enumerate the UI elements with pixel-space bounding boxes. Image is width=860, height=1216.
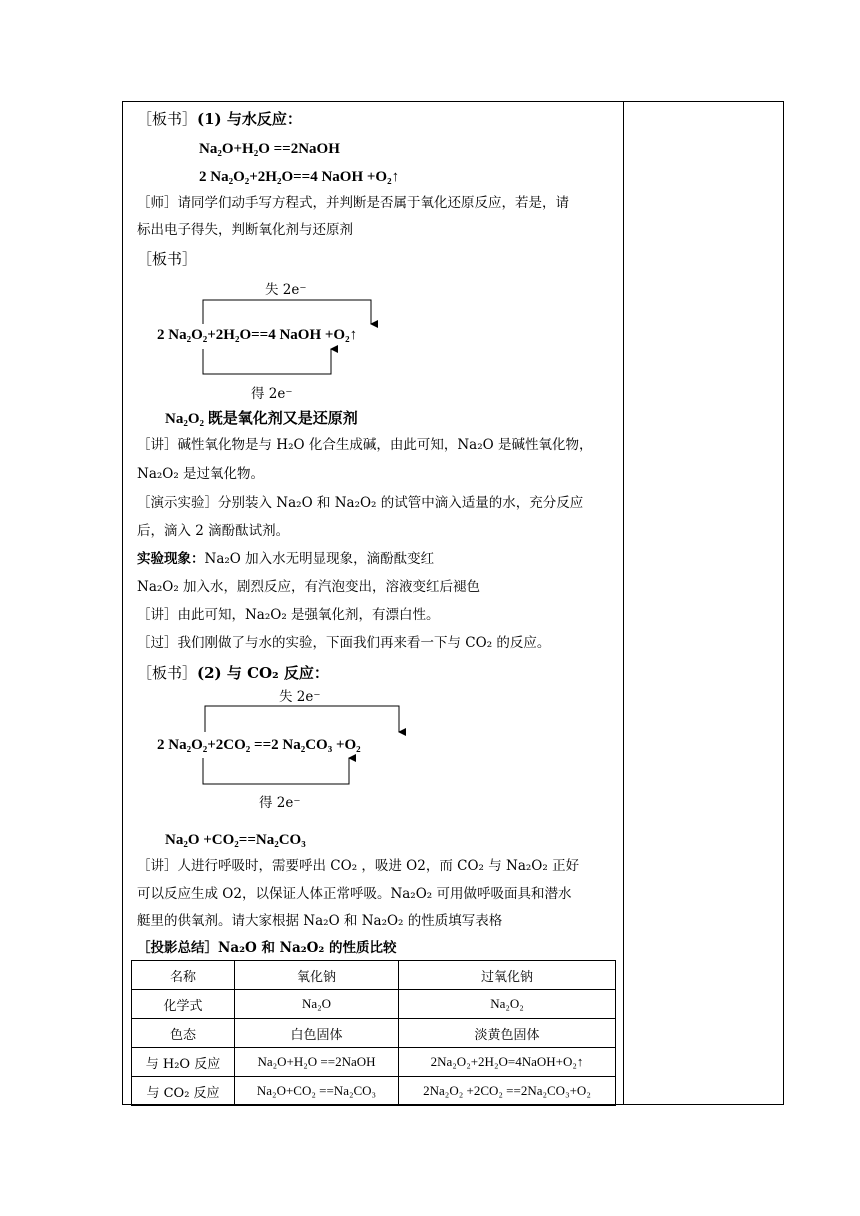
demo-line-cont: 后，滴入 2 滴酚酞试剂。: [137, 523, 290, 539]
board-title: (2) 与 CO₂ 反应：: [197, 664, 329, 682]
lesson-table-frame: [122, 101, 784, 1105]
equation-5: Na₂O +CO₂==Na₂CO₃: [165, 832, 306, 848]
table-cell: Na₂O+CO₂ ==Na₂CO₃: [235, 1077, 399, 1106]
table-cell: Na₂O: [235, 990, 399, 1019]
lecture-line-3-end: 艇里的供氧剂。请大家根据 Na₂O 和 Na₂O₂ 的性质填写表格: [137, 913, 503, 929]
table-cell: 氧化钠: [235, 961, 399, 990]
equation-1: Na₂O+H₂O ==2NaOH: [199, 141, 340, 157]
equation-3: 2 Na₂O₂+2H₂O==4 NaOH +O₂↑: [157, 327, 358, 343]
teacher-line: ［师］请同学们动手写方程式，并判断是否属于氧化还原反应，若是，请: [137, 195, 569, 211]
board-heading-3: [137, 664, 329, 682]
lecture-line-1-cont: Na₂O₂ 是过氧化物。: [137, 466, 265, 482]
lecture-line-2: ［讲］由此可知，Na₂O₂ 是强氧化剂，有漂白性。: [137, 607, 440, 623]
table-row: [132, 961, 616, 990]
phenomenon-tag: 实验现象：: [137, 551, 205, 567]
table-cell: 淡黄色固体: [399, 1019, 616, 1048]
table-row: [132, 990, 616, 1019]
table-cell: Na₂O+H₂O ==2NaOH: [235, 1048, 399, 1077]
equation-4: 2 Na₂O₂+2CO₂ ==2 Na₂CO₃ +O₂: [157, 737, 361, 753]
board-tag: ［板书］: [137, 664, 198, 682]
table-row: [132, 1077, 616, 1106]
column-divider: [623, 102, 624, 1104]
comparison-table: [131, 960, 616, 1106]
table-cell: 白色固体: [235, 1019, 399, 1048]
lecture-line-3: ［讲］人进行呼吸时，需要呼出 CO₂ ，吸进 O2，而 CO₂ 与 Na₂O₂ 正好: [137, 858, 580, 874]
lose-arrow-2: [205, 706, 399, 732]
transition-line: ［过］我们刚做了与水的实验，下面我们再来看一下与 CO₂ 的反应。: [137, 635, 551, 651]
board-title: (1) 与水反应：: [197, 110, 302, 128]
gain-electrons-label-1: 得 2e⁻: [251, 386, 293, 402]
board-heading-2: ［板书］: [137, 250, 198, 268]
board-heading-1: [137, 110, 302, 128]
equation-2: 2 Na₂O₂+2H₂O==4 NaOH +O₂↑: [199, 169, 400, 185]
board-tag: ［板书］: [137, 110, 198, 128]
gain-arrow-2: [203, 758, 349, 784]
lecture-line-1: ［讲］碱性氧化物是与 H₂O 化合生成碱，由此可知，Na₂O 是碱性氧化物，: [137, 437, 593, 453]
table-cell: 2Na₂O₂ +2CO₂ ==2Na₂CO₃+O₂: [399, 1077, 616, 1106]
table-cell: Na₂O₂: [399, 990, 616, 1019]
lecture-line-3-cont: 可以反应生成 O2，以保证人体正常呼吸。Na₂O₂ 可用做呼吸面具和潜水: [137, 886, 572, 902]
table-row: [132, 1048, 616, 1077]
lose-electrons-label-2: 失 2e⁻: [279, 689, 321, 705]
table-cell: 2Na₂O₂+2H₂O=4NaOH+O₂↑: [399, 1048, 616, 1077]
phenomenon-text: Na₂O 加入水无明显现象，滴酚酞变红: [204, 551, 435, 567]
gain-electrons-label-2: 得 2e⁻: [259, 795, 301, 811]
phenomenon-line: [137, 551, 434, 567]
conclusion-line: Na₂O₂ 既是氧化剂又是还原剂: [165, 411, 358, 427]
table-cell: 名称: [132, 961, 235, 990]
lose-arrow-1: [203, 300, 371, 324]
table-cell: 色态: [132, 1019, 235, 1048]
table-cell: 与 H₂O 反应: [132, 1048, 235, 1077]
phenomenon-line-2: Na₂O₂ 加入水，剧烈反应，有汽泡变出，溶液变红后褪色: [137, 579, 481, 595]
table-cell: 与 CO₂ 反应: [132, 1077, 235, 1106]
lose-electrons-label-1: 失 2e⁻: [265, 282, 307, 298]
table-row: [132, 1019, 616, 1048]
summary-heading: ［投影总结］Na₂O 和 Na₂O₂ 的性质比较: [137, 940, 397, 956]
table-cell: 化学式: [132, 990, 235, 1019]
demo-line: ［演示实验］分别装入 Na₂O 和 Na₂O₂ 的试管中滴入适量的水，充分反应: [137, 495, 584, 511]
gain-arrow-1: [203, 349, 331, 374]
teacher-line-cont: 标出电子得失，判断氧化剂与还原剂: [137, 222, 353, 238]
table-cell: 过氧化钠: [399, 961, 616, 990]
